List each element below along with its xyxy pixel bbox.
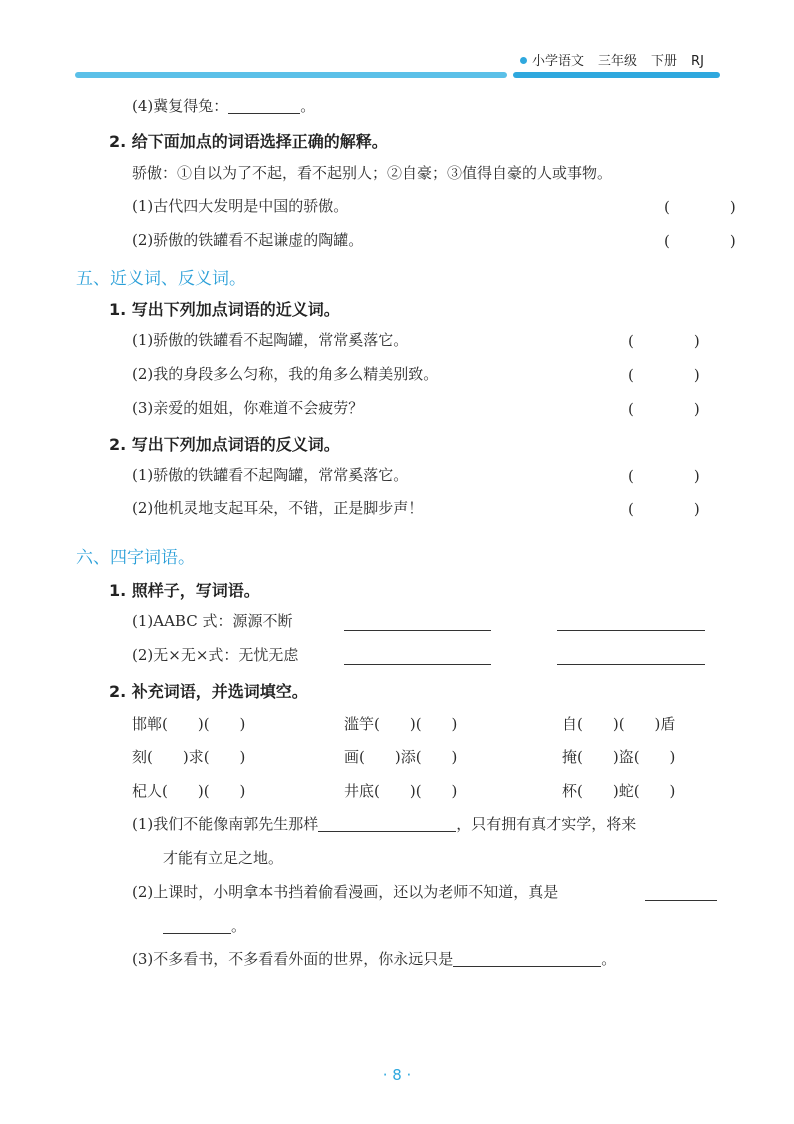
page-number: · 8 ·: [382, 1066, 412, 1084]
answer-line[interactable]: [557, 630, 705, 631]
sentence-1-cont: 才能有立足之地。: [163, 849, 284, 867]
list-item: (3)亲爱的姐姐，你难道不会疲劳？: [132, 399, 364, 417]
list-item: (2)骄傲的铁罐看不起谦虚的陶罐。: [132, 231, 364, 249]
list-item: (1)骄傲的铁罐看不起陶罐，常常奚落它。: [132, 466, 409, 484]
sentence-2: (2)上课时，小明拿本书挡着偷看漫画，还以为老师不知道，真是: [132, 883, 559, 901]
header-bar-left: [75, 72, 507, 78]
bullet-icon: [520, 57, 527, 64]
question-title: 2. 给下面加点的词语选择正确的解释。: [109, 132, 388, 151]
answer-blank[interactable]: [453, 950, 601, 967]
sentence-2-cont: 。: [163, 916, 246, 936]
question-title: 2. 写出下列加点词语的反义词。: [109, 435, 340, 454]
list-item: (1)古代四大发明是中国的骄傲。: [132, 197, 349, 215]
answer-paren[interactable]: ( ): [628, 332, 700, 350]
answer-blank[interactable]: [228, 97, 300, 114]
list-item: (2)我的身段多么匀称，我的角多么精美别致。: [132, 365, 439, 383]
idiom-cell[interactable]: 滥竽( )( ): [344, 715, 458, 733]
answer-line[interactable]: [344, 630, 491, 631]
idiom-cell[interactable]: 邯郸( )( ): [132, 715, 246, 733]
header-title: [520, 50, 704, 69]
idiom-cell[interactable]: 画( )添( ): [344, 748, 458, 766]
definition-line: 骄傲：①自以为了不起，看不起别人；②自豪；③值得自豪的人或事物。: [132, 164, 613, 182]
question-title: 2. 补充词语，并选词填空。: [109, 682, 308, 701]
answer-blank[interactable]: [163, 917, 231, 934]
header-bar-right: [513, 72, 720, 78]
answer-line[interactable]: [557, 664, 705, 665]
answer-paren[interactable]: ( ): [628, 366, 700, 384]
answer-paren[interactable]: ( ): [628, 467, 700, 485]
section-title: 六、四字词语。: [76, 548, 195, 568]
list-item: (2)无×无×式：无忧无虑: [132, 646, 299, 664]
header-grade: 三年级: [598, 54, 638, 69]
idiom-cell[interactable]: 井底( )( ): [344, 782, 458, 800]
answer-paren[interactable]: ( ): [664, 198, 736, 216]
idiom-cell[interactable]: 刻( )求( ): [132, 748, 246, 766]
header-subject: 小学语文: [532, 54, 585, 69]
idiom-cell[interactable]: 杞人( )( ): [132, 782, 246, 800]
answer-paren[interactable]: ( ): [664, 232, 736, 250]
list-item: (1)AABC 式：源源不断: [132, 612, 293, 630]
idiom-cell[interactable]: 杯( )蛇( ): [562, 782, 676, 800]
list-item: (2)他机灵地支起耳朵，不错，正是脚步声！: [132, 499, 424, 517]
answer-line[interactable]: [344, 664, 491, 665]
sentence-1: (1)我们不能像南郭先生那样 ，只有拥有真才实学，将来: [132, 815, 637, 833]
question-title: 1. 照样子，写词语。: [109, 581, 260, 600]
idiom-cell[interactable]: 掩( )盗( ): [562, 748, 676, 766]
question-title: 1. 写出下列加点词语的近义词。: [109, 300, 340, 319]
section-title: 五、近义词、反义词。: [76, 269, 246, 289]
idiom-cell[interactable]: 自( )( )盾: [562, 715, 676, 733]
answer-paren[interactable]: ( ): [628, 400, 700, 418]
sentence-3: (3)不多看书，不多看看外面的世界，你永远只是 。: [132, 950, 617, 968]
answer-line[interactable]: [645, 900, 717, 901]
header-volume: 下册: [651, 54, 678, 69]
answer-blank[interactable]: [318, 815, 456, 832]
header-edition: RJ: [691, 54, 704, 69]
list-item: (1)骄傲的铁罐看不起陶罐，常常奚落它。: [132, 331, 409, 349]
answer-paren[interactable]: ( ): [628, 500, 700, 518]
question-4: (4)冀复得兔： 。: [132, 97, 316, 115]
